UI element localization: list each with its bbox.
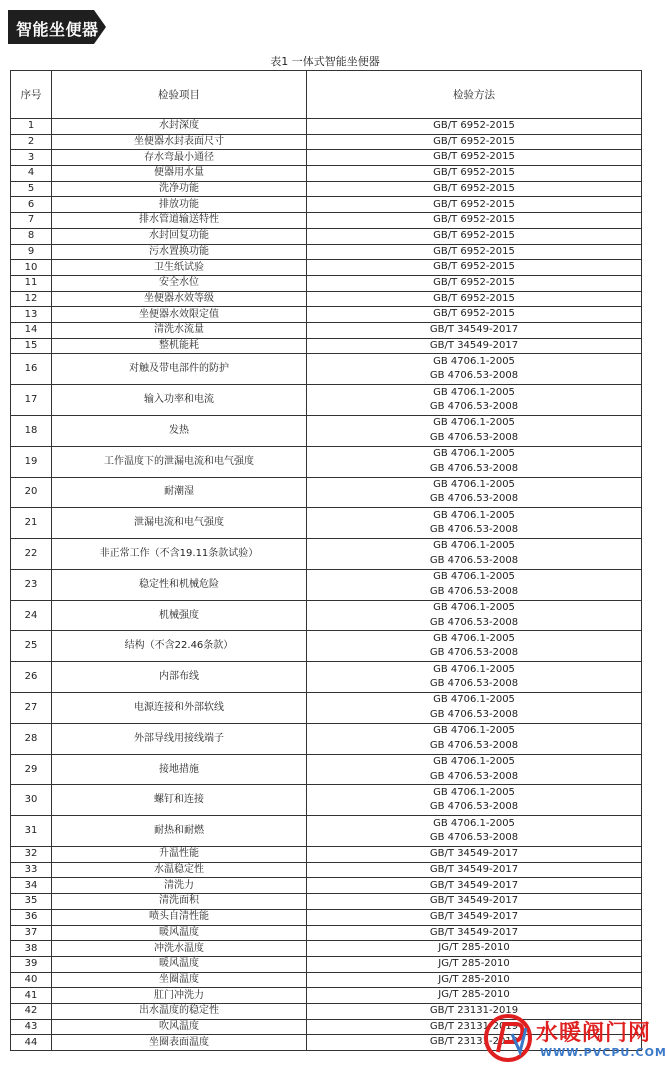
row-method: [307, 894, 642, 910]
table-row: [11, 894, 642, 910]
method-standard: GB 4706.1-2005: [433, 663, 515, 675]
method-standard: GB 4706.53-2008: [429, 585, 519, 597]
row-method: [307, 354, 642, 385]
table-row: [11, 446, 642, 477]
row-method: [307, 925, 642, 941]
table-row: [11, 228, 642, 244]
row-index: 23: [11, 569, 52, 600]
row-method: [307, 275, 642, 291]
method-standard: GB 4706.1-2005: [433, 602, 515, 614]
table-row: [11, 693, 642, 724]
row-index: 13: [11, 307, 52, 323]
table-body: [11, 119, 642, 1051]
method-standard: GB 4706.53-2008: [429, 524, 519, 536]
watermark-name: 水暖阀门网: [536, 1021, 652, 1046]
header-index: 序号: [11, 71, 52, 119]
table-row: [11, 862, 642, 878]
row-index: 29: [11, 754, 52, 785]
section-title: 智能坐便器: [16, 20, 99, 39]
method-standard: GB 4706.1-2005: [433, 478, 515, 490]
table-row: [11, 754, 642, 785]
row-index: 22: [11, 539, 52, 570]
method-standard: GB/T 23131-2019: [429, 1036, 519, 1048]
method-standard: GB 4706.53-2008: [429, 401, 519, 412]
row-index: 18: [11, 415, 52, 446]
method-standard: GB 4706.1-2005: [433, 756, 515, 768]
table-row: [11, 569, 642, 600]
row-index: 11: [11, 275, 52, 291]
method-standard: GB/T 34549-2017: [429, 910, 519, 922]
row-item: 冲洗水温度: [52, 941, 307, 957]
row-item: 便器用水量: [52, 166, 307, 182]
row-item: 结构（不含22.46条款）: [52, 631, 307, 662]
method-standard: JG/T 285-2010: [438, 957, 510, 969]
row-method: [307, 569, 642, 600]
method-standard: GB/T 34549-2017: [429, 324, 519, 336]
row-item: 暖风温度: [52, 956, 307, 972]
method-standard: GB/T 6952-2015: [433, 135, 515, 147]
row-method: [307, 385, 642, 416]
table-row: [11, 134, 642, 150]
method-standard: GB/T 6952-2015: [433, 229, 515, 241]
row-method: [307, 477, 642, 508]
row-index: 27: [11, 693, 52, 724]
row-method: [307, 508, 642, 539]
method-standard: GB 4706.1-2005: [433, 355, 515, 367]
table-row: [11, 925, 642, 941]
row-method: [307, 197, 642, 213]
section-banner: [8, 10, 104, 44]
row-item: 水封深度: [52, 119, 307, 135]
row-item: 肛门冲洗力: [52, 988, 307, 1004]
row-index: 26: [11, 662, 52, 693]
row-item: 出水温度的稳定性: [52, 1003, 307, 1019]
inspection-table: [10, 70, 642, 1051]
method-standard: GB 4706.53-2008: [429, 832, 519, 844]
table-row: [11, 322, 642, 338]
table-row: [11, 181, 642, 197]
row-method: [307, 909, 642, 925]
method-standard: GB/T 6952-2015: [433, 261, 515, 273]
row-method: [307, 972, 642, 988]
row-method: [307, 291, 642, 307]
table-row: [11, 275, 642, 291]
row-index: 42: [11, 1003, 52, 1019]
row-item: 清洗水流量: [52, 322, 307, 338]
row-method: [307, 244, 642, 260]
table-row: [11, 260, 642, 276]
table-row: [11, 662, 642, 693]
row-method: [307, 631, 642, 662]
table-row: [11, 600, 642, 631]
header-item: 检验项目: [52, 71, 307, 119]
method-standard: JG/T 285-2010: [438, 973, 510, 985]
row-item: 外部导线用接线端子: [52, 723, 307, 754]
row-index: 3: [11, 150, 52, 166]
row-method: [307, 119, 642, 135]
method-standard: GB 4706.53-2008: [429, 678, 519, 690]
row-item: 污水置换功能: [52, 244, 307, 260]
row-method: [307, 723, 642, 754]
row-index: 24: [11, 600, 52, 631]
table-row: [11, 956, 642, 972]
row-method: [307, 956, 642, 972]
row-method: [307, 338, 642, 354]
row-index: 5: [11, 181, 52, 197]
row-index: 15: [11, 338, 52, 354]
method-standard: GB/T 34549-2017: [429, 863, 519, 875]
row-item: 安全水位: [52, 275, 307, 291]
row-item: 内部布线: [52, 662, 307, 693]
row-item: 对触及带电部件的防护: [52, 354, 307, 385]
row-method: [307, 878, 642, 894]
method-standard: GB 4706.1-2005: [433, 540, 515, 552]
row-method: [307, 862, 642, 878]
method-standard: GB/T 34549-2017: [429, 848, 519, 860]
row-index: 40: [11, 972, 52, 988]
row-method: [307, 539, 642, 570]
row-index: 39: [11, 956, 52, 972]
row-item: 坐便器水效限定值: [52, 307, 307, 323]
row-index: 28: [11, 723, 52, 754]
row-index: 44: [11, 1035, 52, 1051]
table-header-row: [11, 71, 642, 119]
table-row: [11, 415, 642, 446]
method-standard: GB 4706.1-2005: [433, 817, 515, 829]
method-standard: GB 4706.53-2008: [429, 370, 519, 382]
row-method: [307, 693, 642, 724]
row-index: 7: [11, 213, 52, 229]
row-item: 坐便器水封表面尺寸: [52, 134, 307, 150]
table-row: [11, 847, 642, 863]
row-item: 机械强度: [52, 600, 307, 631]
header-method: 检验方法: [307, 71, 642, 119]
row-method: [307, 754, 642, 785]
row-method: [307, 847, 642, 863]
row-index: 43: [11, 1019, 52, 1035]
row-index: 2: [11, 134, 52, 150]
method-standard: GB/T 34549-2017: [429, 879, 519, 891]
row-index: 21: [11, 508, 52, 539]
table-row: [11, 477, 642, 508]
method-standard: GB 4706.1-2005: [433, 417, 515, 429]
row-method: [307, 662, 642, 693]
row-item: 螺钉和连接: [52, 785, 307, 816]
table-row: [11, 972, 642, 988]
row-method: [307, 307, 642, 323]
method-standard: GB/T 6952-2015: [433, 198, 515, 210]
table-row: [11, 988, 642, 1004]
row-method: [307, 134, 642, 150]
row-item: 发热: [52, 415, 307, 446]
method-standard: GB 4706.53-2008: [429, 462, 519, 474]
row-item: 坐圈表面温度: [52, 1035, 307, 1051]
row-item: 暖风温度: [52, 925, 307, 941]
row-index: 38: [11, 941, 52, 957]
row-item: 洗净功能: [52, 181, 307, 197]
watermark-url: WWW.PVCPU.COM: [540, 1046, 667, 1059]
row-index: 4: [11, 166, 52, 182]
watermark-logo-icon: [482, 1012, 534, 1064]
method-standard: JG/T 285-2010: [438, 942, 510, 954]
table-row: [11, 539, 642, 570]
method-standard: GB 4706.1-2005: [433, 571, 515, 583]
method-standard: GB 4706.53-2008: [429, 493, 519, 505]
row-index: 33: [11, 862, 52, 878]
row-index: 12: [11, 291, 52, 307]
row-index: 36: [11, 909, 52, 925]
row-method: [307, 228, 642, 244]
method-standard: GB 4706.53-2008: [429, 801, 519, 813]
table-row: [11, 338, 642, 354]
row-index: 16: [11, 354, 52, 385]
row-method: [307, 415, 642, 446]
method-standard: GB/T 6952-2015: [433, 182, 515, 194]
table-row: [11, 909, 642, 925]
row-item: 喷头自清性能: [52, 909, 307, 925]
method-standard: GB/T 6952-2015: [433, 151, 515, 163]
method-standard: GB/T 6952-2015: [433, 245, 515, 257]
method-standard: GB/T 6952-2015: [433, 308, 515, 320]
row-method: [307, 785, 642, 816]
row-index: 30: [11, 785, 52, 816]
row-index: 14: [11, 322, 52, 338]
table-row: [11, 508, 642, 539]
row-item: 耐潮湿: [52, 477, 307, 508]
method-standard: GB/T 23131-2019: [429, 1020, 519, 1032]
table-row: [11, 150, 642, 166]
row-item: 电源连接和外部软线: [52, 693, 307, 724]
table-row: [11, 354, 642, 385]
row-index: 8: [11, 228, 52, 244]
method-standard: GB/T 6952-2015: [433, 120, 515, 132]
method-standard: GB 4706.53-2008: [429, 647, 519, 659]
table-row: [11, 213, 642, 229]
row-item: 坐圈温度: [52, 972, 307, 988]
row-item: 排放功能: [52, 197, 307, 213]
row-method: [307, 181, 642, 197]
row-method: [307, 816, 642, 847]
row-item: 升温性能: [52, 847, 307, 863]
row-method: [307, 166, 642, 182]
watermark: [482, 1010, 667, 1066]
table-row: [11, 119, 642, 135]
method-standard: GB 4706.1-2005: [433, 509, 515, 521]
row-index: 6: [11, 197, 52, 213]
row-index: 41: [11, 988, 52, 1004]
row-index: 1: [11, 119, 52, 135]
method-standard: GB 4706.53-2008: [429, 554, 519, 566]
row-index: 37: [11, 925, 52, 941]
table-row: [11, 878, 642, 894]
row-item: 输入功率和电流: [52, 385, 307, 416]
method-standard: GB/T 6952-2015: [433, 276, 515, 288]
table-row: [11, 941, 642, 957]
row-method: [307, 446, 642, 477]
table-row: [11, 816, 642, 847]
row-index: 17: [11, 385, 52, 416]
method-standard: GB 4706.1-2005: [433, 448, 515, 460]
row-item: 存水弯最小通径: [52, 150, 307, 166]
method-standard: GB 4706.53-2008: [429, 616, 519, 628]
row-item: 工作温度下的泄漏电流和电气强度: [52, 446, 307, 477]
row-item: 整机能耗: [52, 338, 307, 354]
row-method: [307, 941, 642, 957]
method-standard: GB 4706.1-2005: [433, 632, 515, 644]
row-item: 卫生纸试验: [52, 260, 307, 276]
row-index: 20: [11, 477, 52, 508]
row-index: 34: [11, 878, 52, 894]
table-row: [11, 307, 642, 323]
method-standard: GB 4706.53-2008: [429, 708, 519, 720]
row-item: 接地措施: [52, 754, 307, 785]
method-standard: GB 4706.53-2008: [429, 770, 519, 782]
method-standard: GB/T 34549-2017: [429, 339, 519, 351]
method-standard: GB 4706.1-2005: [433, 386, 515, 398]
method-standard: GB/T 6952-2015: [433, 214, 515, 226]
row-index: 10: [11, 260, 52, 276]
method-standard: GB/T 34549-2017: [429, 926, 519, 938]
method-standard: GB 4706.53-2008: [429, 431, 519, 443]
table-row: [11, 723, 642, 754]
row-item: 水封回复功能: [52, 228, 307, 244]
row-index: 35: [11, 894, 52, 910]
table-row: [11, 197, 642, 213]
row-item: 耐热和耐燃: [52, 816, 307, 847]
row-index: 9: [11, 244, 52, 260]
method-standard: GB/T 34549-2017: [429, 895, 519, 907]
method-standard: GB 4706.1-2005: [433, 725, 515, 737]
row-method: [307, 150, 642, 166]
method-standard: JG/T 285-2010: [438, 989, 510, 1001]
row-item: 坐便器水效等级: [52, 291, 307, 307]
method-standard: GB 4706.1-2005: [433, 694, 515, 706]
row-item: 泄漏电流和电气强度: [52, 508, 307, 539]
row-item: 排水管道输送特性: [52, 213, 307, 229]
row-item: 吹风温度: [52, 1019, 307, 1035]
row-method: [307, 988, 642, 1004]
row-item: 水温稳定性: [52, 862, 307, 878]
row-item: 清洗面积: [52, 894, 307, 910]
row-index: 31: [11, 816, 52, 847]
method-standard: GB/T 6952-2015: [433, 292, 515, 304]
table-row: [11, 244, 642, 260]
table-caption: 表1 一体式智能坐便器: [270, 55, 380, 68]
table-row: [11, 385, 642, 416]
row-index: 19: [11, 446, 52, 477]
table-row: [11, 291, 642, 307]
method-standard: GB/T 6952-2015: [433, 167, 515, 179]
row-item: 稳定性和机械危险: [52, 569, 307, 600]
row-method: [307, 600, 642, 631]
row-index: 32: [11, 847, 52, 863]
row-item: 清洗力: [52, 878, 307, 894]
row-method: [307, 322, 642, 338]
row-index: 25: [11, 631, 52, 662]
table-row: [11, 166, 642, 182]
row-method: [307, 260, 642, 276]
table-row: [11, 631, 642, 662]
row-item: 非正常工作（不含19.11条款试验）: [52, 539, 307, 570]
method-standard: GB 4706.53-2008: [429, 739, 519, 751]
row-method: [307, 213, 642, 229]
method-standard: GB/T 23131-2019: [429, 1005, 519, 1017]
method-standard: GB 4706.1-2005: [433, 786, 515, 798]
table-row: [11, 785, 642, 816]
